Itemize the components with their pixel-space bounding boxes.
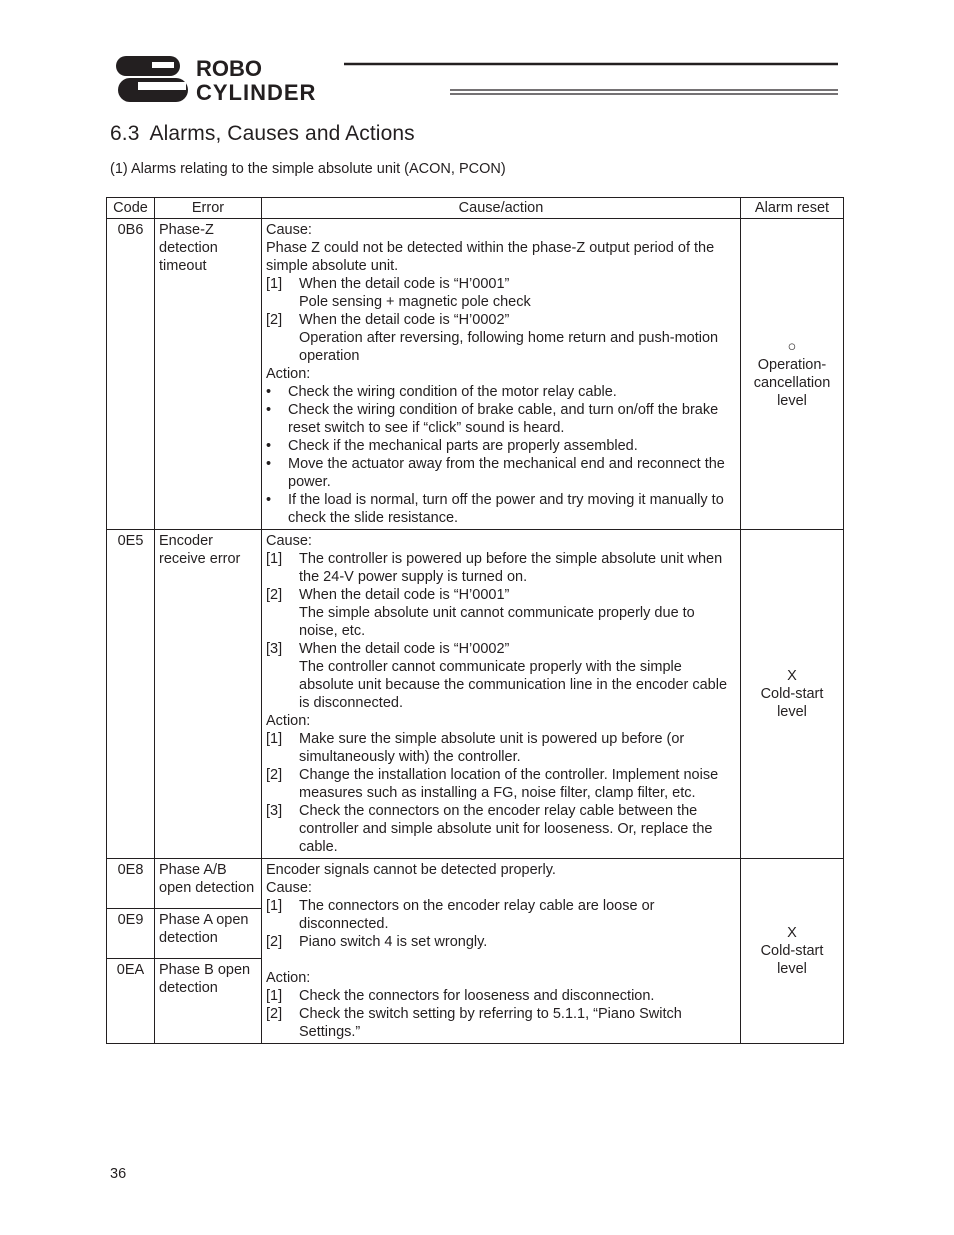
header-code: Code: [107, 198, 155, 219]
action-label: Action:: [266, 970, 311, 986]
item-text: Check the switch setting by referring to 5.1.1, “Piano Switch Settings.”: [299, 1006, 682, 1040]
cause-item: [266, 933, 736, 951]
bullet-icon: •: [266, 402, 272, 418]
item-text: The controller is powered up before the simple absolute unit when the 24-V power supply is turned on.: [299, 551, 723, 585]
table-subtitle: (1) Alarms relating to the simple absolute unit (ACON, PCON): [110, 161, 506, 177]
item-text: The connectors on the encoder relay cable are loose or disconnected.: [299, 898, 655, 932]
action-label: Action:: [266, 366, 311, 382]
alarm-error: Phase B open detection: [155, 959, 262, 1044]
action-item: [266, 987, 736, 1005]
action-item: [266, 455, 736, 491]
alarm-error: Phase A/B open detection: [155, 859, 262, 909]
action-item: [266, 1005, 736, 1041]
reset-circle-icon: ○: [787, 339, 797, 355]
alarms-table: [106, 197, 844, 1044]
item-text: Check the connectors for looseness and disconnection.: [299, 988, 655, 1004]
table-row: [107, 530, 844, 859]
alarm-error: Phase A open detection: [155, 909, 262, 959]
cause-text: Phase Z could not be detected within the phase-Z output period of the simple absolute unit.: [266, 240, 715, 274]
cause-item: [266, 640, 736, 712]
alarm-code: 0B6: [107, 219, 155, 530]
alarm-code: 0E5: [107, 530, 155, 859]
alarm-reset-cell: [741, 530, 844, 859]
item-text: [299, 586, 736, 640]
alarm-reset-cell: [741, 219, 844, 530]
cause-item: [266, 550, 736, 586]
cause-action-cell: [262, 219, 741, 530]
item-marker: [2]: [266, 587, 283, 603]
robo-cylinder-logo: [112, 52, 840, 106]
item-sub-text: Pole sensing + magnetic pole check: [299, 294, 531, 310]
item-marker: [1]: [266, 898, 283, 914]
item-marker: [3]: [266, 641, 283, 657]
action-item: [266, 766, 736, 802]
item-marker: [2]: [266, 1006, 283, 1022]
alarm-error: Phase-Z detection timeout: [155, 219, 262, 530]
section-title-text: Alarms, Causes and Actions: [149, 122, 415, 145]
item-main-text: When the detail code is “H’0001”: [299, 276, 510, 292]
item-marker: [1]: [266, 276, 283, 292]
item-marker: [3]: [266, 803, 283, 819]
cause-item: [266, 311, 736, 365]
item-marker: [1]: [266, 551, 283, 567]
table-header-row: [107, 198, 844, 219]
alarm-error: Encoder receive error: [155, 530, 262, 859]
alarm-reset-cell: [741, 859, 844, 1044]
header-error: Error: [155, 198, 262, 219]
page-number: 36: [110, 1166, 127, 1182]
item-sub-text: Operation after reversing, following home return and push-motion operation: [299, 330, 719, 364]
cause-label: Cause:: [266, 880, 312, 896]
cause-item: [266, 275, 736, 311]
alarm-code: 0E9: [107, 909, 155, 959]
section-number: 6.3: [110, 122, 140, 145]
item-text: Check if the mechanical parts are properly assembled.: [288, 438, 638, 454]
item-text: If the load is normal, turn off the power and try moving it manually to check the slide resistance.: [288, 492, 724, 526]
table-row: [107, 219, 844, 530]
item-text: Check the connectors on the encoder relay cable between the controller and simple absolute unit for looseness. Or, replace the cable.: [299, 803, 713, 855]
action-item: [266, 802, 736, 856]
item-text: Change the installation location of the controller. Implement noise measures such as installing a FG, noise filter, clamp filter, etc.: [299, 767, 719, 801]
item-main-text: When the detail code is “H’0001”: [299, 587, 510, 603]
item-text: Check the wiring condition of brake cable, and turn on/off the brake reset switch to see if “click” sound is heard.: [288, 402, 719, 436]
item-text: Make sure the simple absolute unit is powered up before (or simultaneously with) the controller.: [299, 731, 685, 765]
item-text: Piano switch 4 is set wrongly.: [299, 934, 488, 950]
intro-text: Encoder signals cannot be detected properly.: [266, 862, 556, 878]
item-text: [299, 275, 736, 311]
cause-action-cell: [262, 530, 741, 859]
item-text: Check the wiring condition of the motor relay cable.: [288, 384, 617, 400]
alarm-code: 0E8: [107, 859, 155, 909]
logo-cylinder-text: CYLINDER: [196, 80, 317, 105]
table-row: [107, 859, 844, 909]
item-marker: [2]: [266, 767, 283, 783]
rc-mark-icon: [116, 56, 188, 102]
action-item: [266, 401, 736, 437]
bullet-icon: •: [266, 438, 272, 454]
bullet-icon: •: [266, 384, 272, 400]
item-main-text: When the detail code is “H’0002”: [299, 312, 510, 328]
alarm-code: 0EA: [107, 959, 155, 1044]
logo-robo-text: ROBO: [196, 56, 262, 81]
reset-x-icon: X: [787, 925, 797, 941]
item-text: [299, 311, 736, 365]
cause-item: [266, 897, 736, 933]
item-marker: [1]: [266, 988, 283, 1004]
section-title: [110, 122, 415, 146]
action-label: Action:: [266, 713, 311, 729]
item-text: Move the actuator away from the mechanical end and reconnect the power.: [288, 456, 725, 490]
cause-item: [266, 586, 736, 640]
item-sub-text: The simple absolute unit cannot communicate properly due to noise, etc.: [299, 605, 695, 639]
cause-action-cell: [262, 859, 741, 1044]
item-marker: [1]: [266, 731, 283, 747]
action-item: [266, 491, 736, 527]
header-alarm-reset: Alarm reset: [741, 198, 844, 219]
cause-label: Cause:: [266, 222, 312, 238]
reset-level-text: Operation-cancellation level: [753, 357, 831, 409]
bullet-icon: •: [266, 456, 272, 472]
item-text: [299, 640, 736, 712]
spacer: [266, 951, 736, 969]
bullet-icon: •: [266, 492, 272, 508]
action-item: [266, 437, 736, 455]
item-marker: [2]: [266, 934, 283, 950]
reset-level-text: Cold-start level: [760, 943, 824, 977]
action-item: [266, 383, 736, 401]
action-item: [266, 730, 736, 766]
reset-level-text: Cold-start level: [760, 686, 824, 720]
item-main-text: When the detail code is “H’0002”: [299, 641, 510, 657]
cause-label: Cause:: [266, 533, 312, 549]
item-sub-text: The controller cannot communicate properly with the simple absolute unit because the communication line in the encoder cable is disconnected.: [299, 659, 728, 711]
reset-x-icon: X: [787, 668, 797, 684]
item-marker: [2]: [266, 312, 283, 328]
header-cause-action: Cause/action: [262, 198, 741, 219]
